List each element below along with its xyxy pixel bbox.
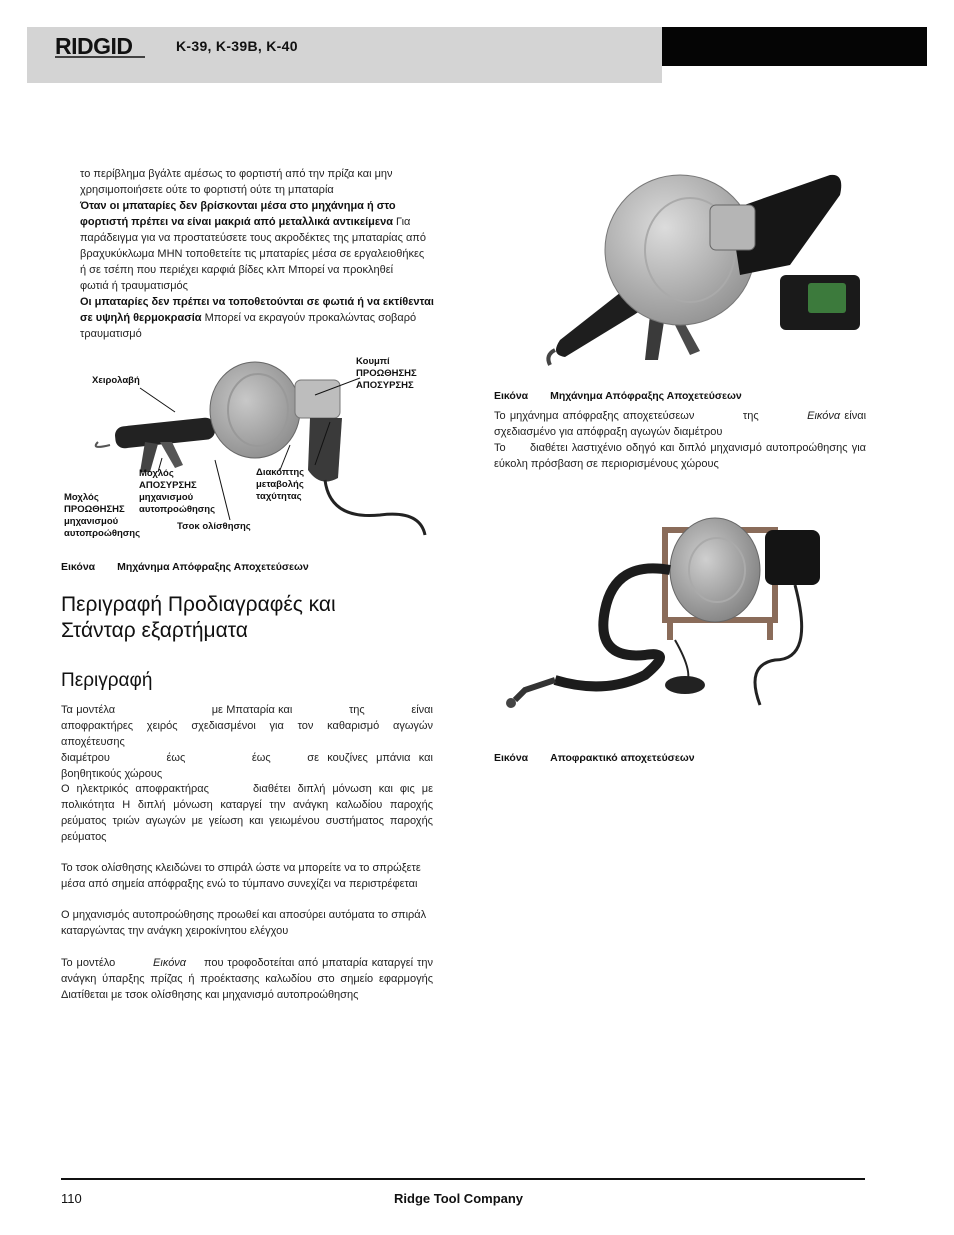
text-line: τραυματισμό [80, 328, 142, 340]
text-fragment: είναι [411, 704, 433, 716]
callout-line: ΑΠΟΣΥΡΣΗΣ [356, 380, 414, 391]
bold-text: Όταν οι μπαταρίες δεν βρίσκονται μέσα στο μηχάνημα ή στο [80, 200, 396, 212]
text-line [61, 750, 433, 766]
caption-text: Αποφρακτικό αποχετεύσεων [550, 752, 695, 764]
description-paragraph-5 [61, 955, 433, 1003]
text-line: ή σε τσέπη που περιέχει καρφιά βίδες κλπ Μπορεί να προκληθεί [80, 264, 394, 276]
text-line: εύκολη πρόσβαση σε περιορισμένους χώρους [494, 458, 719, 470]
callout-line: μηχανισμού [139, 492, 194, 503]
bold-text: σε υψηλή θερμοκρασία [80, 312, 202, 324]
text-line: Ο μηχανισμός αυτοπροώθησης προωθεί και αποσύρει αυτόματα το σπιράλ [61, 909, 427, 921]
callout-line: Διακόπτης [256, 467, 305, 478]
caption-text: Μηχάνημα Απόφραξης Αποχετεύσεων [117, 561, 309, 573]
callout-line: Μοχλός [64, 492, 99, 503]
header-black-block [662, 27, 927, 66]
text-fragment: Εικόνα [807, 410, 841, 422]
callout-handle: Χειρολαβή [92, 375, 140, 386]
text-line [80, 198, 435, 214]
text-fragment: της [348, 704, 365, 716]
text-line [61, 702, 433, 718]
text-line: φωτιά ή τραυματισμός [80, 280, 188, 292]
text-line: βραχυκύκλωμα ΜΗΝ τοποθετείτε τις μπαταρίες μέσα σε εργαλειοθήκες [80, 248, 425, 260]
callout-line: ταχύτητας [256, 491, 302, 502]
footer-rule [61, 1178, 865, 1180]
text-fragment: Το [494, 442, 506, 454]
text-line [80, 310, 435, 326]
text-fragment: έως [251, 752, 271, 764]
text-fragment: διαμέτρου [61, 752, 110, 764]
description-paragraph-4 [61, 907, 433, 939]
text-line: αποφρακτήρες χειρός σχεδιασμένοι για τον καθαρισμό αγωγών αποχέτευσης [61, 720, 433, 748]
callout-retract-lever [139, 468, 215, 516]
callout-line: ΑΠΟΣΥΡΣΗΣ [139, 480, 197, 491]
text-line [80, 294, 435, 310]
bold-text: Οι μπαταρίες δεν πρέπει να τοποθετούνται σε φωτιά ή να εκτίθενται [80, 296, 434, 308]
text-line [494, 408, 866, 424]
title-line: Στάνταρ εξαρτήματα [61, 619, 248, 642]
figure2-description [494, 408, 866, 472]
caption-label: Εικόνα [61, 561, 96, 573]
callout-line: μεταβολής [256, 479, 304, 490]
text-fragment: Ο ηλεκτρικός αποφρακτήρας [61, 783, 209, 795]
text-line: πολικότητα Η διπλή μόνωση καταργεί την ανάγκη καλωδίου παροχής [61, 799, 433, 811]
text-fragment: έως [166, 752, 186, 764]
text-line: Διατίθεται με τσοκ ολίσθησης και μηχανισμό αυτοπροώθησης [61, 989, 359, 1001]
logo-text: RIDGID [55, 33, 133, 59]
description-paragraph-2 [61, 781, 433, 845]
text-fragment: διαθέτει λαστιχένιο οδηγό και διπλό μηχανισμό αυτοπροώθησης για [530, 442, 866, 454]
callout-line: αυτοπροώθησης [64, 528, 141, 539]
text-fragment: Εικόνα [153, 957, 187, 969]
caption-label: Εικόνα [494, 752, 529, 764]
text-line [80, 214, 435, 230]
callout-chuck: Τσοκ ολίσθησης [177, 521, 251, 532]
bold-text: φορτιστή πρέπει να είναι μακριά από μεταλλικά αντικείμενα [80, 216, 393, 228]
text-line: βοηθητικούς χώρους [61, 768, 163, 780]
callout-forward-lever [64, 492, 140, 540]
callout-line: Μοχλός [139, 468, 174, 479]
text-line: χρησιμοποιήσετε ούτε το φορτιστή ούτε τη μπαταρία [80, 184, 334, 196]
figure1-caption [61, 561, 331, 573]
text-fragment: της [742, 410, 759, 422]
figure2-caption [494, 390, 764, 402]
callout-line: μηχανισμού [64, 516, 119, 527]
text-line: Το τσοκ ολίσθησης κλειδώνει το σπιράλ ώστε να μπορείτε να το σπρώξετε [61, 862, 421, 874]
text-fragment: με Μπαταρία και [211, 704, 293, 716]
title-line: Περιγραφή Προδιαγραφές και [61, 593, 336, 616]
text-line [494, 440, 866, 456]
callout-line: Κουμπί [356, 356, 390, 367]
text-line: ανάγκη ύπαρξης πρίζας ή προέκτασης καλωδίου στο σημείο εφαρμογής [61, 973, 433, 985]
text-fragment: Το μηχάνημα απόφραξης αποχετεύσεων [494, 410, 695, 422]
warning-block [80, 166, 435, 342]
description-paragraph-1 [61, 702, 433, 782]
model-title: K-39, K-39B, K-40 [176, 38, 298, 54]
section-title [61, 592, 336, 644]
caption-text: Μηχάνημα Απόφραξης Αποχετεύσεων [550, 390, 742, 402]
company-name: Ridge Tool Company [394, 1191, 524, 1206]
text-fragment: Για [392, 216, 411, 228]
text-fragment: Μπορεί να εκραγούν προκαλώντας σοβαρό [201, 312, 417, 324]
figure3-caption [494, 752, 717, 764]
text-fragment: μοντέλα [76, 704, 116, 716]
text-fragment: είναι [844, 410, 867, 422]
callout-forward-retract-button [356, 356, 417, 392]
text-fragment: διαθέτει διπλή μόνωση και φις με [252, 783, 434, 795]
text-fragment: Τα [61, 704, 73, 716]
description-paragraph-3 [61, 860, 433, 892]
callout-speed-switch [256, 467, 304, 503]
callout-line: ΠΡΟΩΘΗΣΗΣ [356, 368, 417, 379]
text-line [61, 955, 433, 971]
text-line: ρεύματος τριών αγωγών με γείωση και γειωμένου συστήματος παροχής [61, 815, 433, 827]
figure3-drain-cleaner-illustration [495, 490, 835, 735]
subsection-title: Περιγραφή [61, 670, 153, 691]
page-number: 110 [61, 1191, 82, 1206]
text-fragment: σε κουζίνες μπάνια και [307, 752, 433, 764]
text-line: σχεδιασμένο για απόφραξη αγωγών διαμέτρου [494, 426, 723, 438]
text-line: το περίβλημα βγάλτε αμέσως το φορτιστή από την πρίζα και μην [80, 168, 393, 180]
ridgid-logo [53, 33, 149, 59]
callout-line: ΠΡΟΩΘΗΣΗΣ [64, 504, 125, 515]
figure2-battery-drain-machine-illustration [540, 165, 870, 370]
text-fragment: Το μοντέλο [61, 957, 116, 969]
text-line: καταργώντας την ανάγκη χειροκίνητου ελέγχου [61, 925, 289, 937]
text-line: μέσα από σημεία απόφραξης ενώ το τύμπανο συνεχίζει να περιστρέφεται [61, 878, 418, 890]
text-line [61, 781, 433, 797]
text-fragment: που τροφοδοτείται από μπαταρία καταργεί την [203, 957, 433, 969]
text-line: παράδειγμα για να προστατεύσετε τους ακροδέκτες της μπαταρίας από [80, 232, 427, 244]
caption-label: Εικόνα [494, 390, 529, 402]
callout-line: αυτοπροώθησης [139, 504, 216, 515]
text-line: ρεύματος [61, 831, 107, 843]
